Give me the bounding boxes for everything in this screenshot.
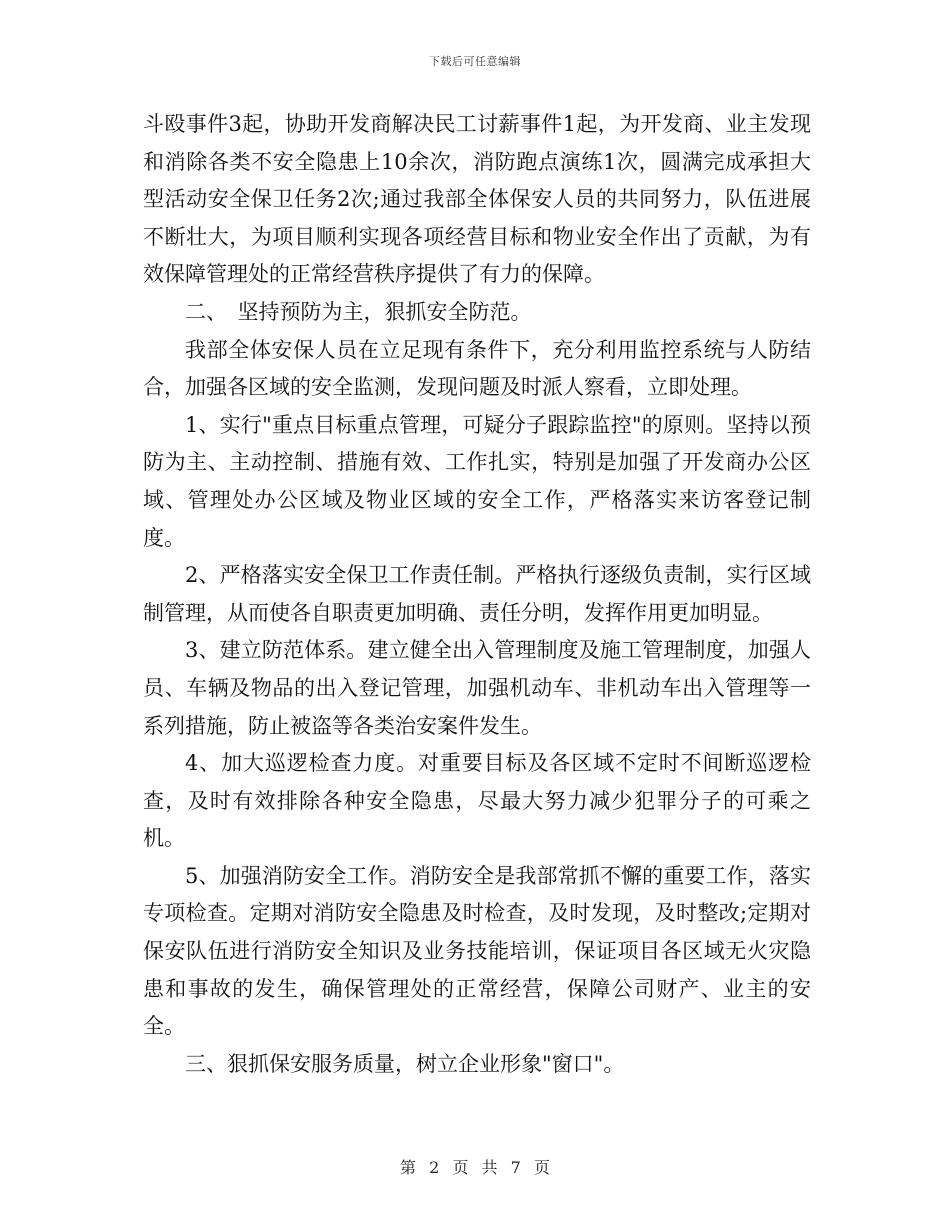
list-item-3: 3、建立防范体系。建立健全出入管理制度及施工管理制度，加强人员、车辆及物品的出入登记管理，加强机动车、非机动车出入管理等一系列措施，防止被盗等各类治安案件发生。	[143, 638, 811, 738]
footer-page-current: 2	[429, 1158, 440, 1177]
section-heading-2: 二、 坚持预防为主，狠抓安全防范。	[185, 299, 532, 324]
footer-label-ye: 页	[452, 1158, 469, 1177]
page-header: 下载后可任意编辑	[429, 55, 521, 68]
footer-label-gong: 共	[481, 1158, 498, 1177]
list-item-5: 5、加强消防安全工作。消防安全是我部常抓不懈的重要工作，落实专项检查。定期对消防安全隐患及时检查，及时发现，及时整改;定期对保安队伍进行消防安全知识及业务技能培训，保证项目各区域无火灾隐患和事故的发生，确保管理处的正常经营，保障公司财产、业主的安全。	[143, 863, 811, 1039]
section-heading-3: 三、狠抓保安服务质量，树立企业形象"窗口"。	[185, 1051, 625, 1076]
paragraph-intro: 我部全体安保人员在立足现有条件下，充分利用监控系统与人防结合，加强各区域的安全监测，发现问题及时派人察看，立即处理。	[143, 337, 811, 400]
paragraph-continuation: 斗殴事件3起，协助开发商解决民工讨薪事件1起，为开发商、业主发现和消除各类不安全隐患上10余次，消防跑点演练1次，圆满完成承担大型活动安全保卫任务2次;通过我部全体保安人员的共同努力，队伍进展不断壮大，为项目顺利实现各项经营目标和物业安全作出了贡献，为有效保障管理处的正常经营秩序提供了有力的保障。	[143, 112, 811, 287]
footer-label-di: 第	[400, 1158, 417, 1177]
list-item-4: 4、加大巡逻检查力度。对重要目标及各区域不定时不间断巡逻检查，及时有效排除各种安全隐患，尽最大努力减少犯罪分子的可乘之机。	[143, 751, 811, 851]
page-footer	[0, 1155, 950, 1178]
footer-page-total: 7	[510, 1158, 521, 1177]
document-body	[143, 106, 811, 1083]
list-item-2: 2、严格落实安全保卫工作责任制。严格执行逐级负责制，实行区域制管理，从而使各自职责更加明确、责任分明，发挥作用更加明显。	[143, 563, 811, 625]
footer-label-ye2: 页	[533, 1158, 550, 1177]
list-item-1: 1、实行"重点目标重点管理，可疑分子跟踪监控"的原则。坚持以预防为主、主动控制、措施有效、工作扎实，特别是加强了开发商办公区域、管理处办公区域及物业区域的安全工作，严格落实来访客登记制度。	[143, 412, 811, 550]
